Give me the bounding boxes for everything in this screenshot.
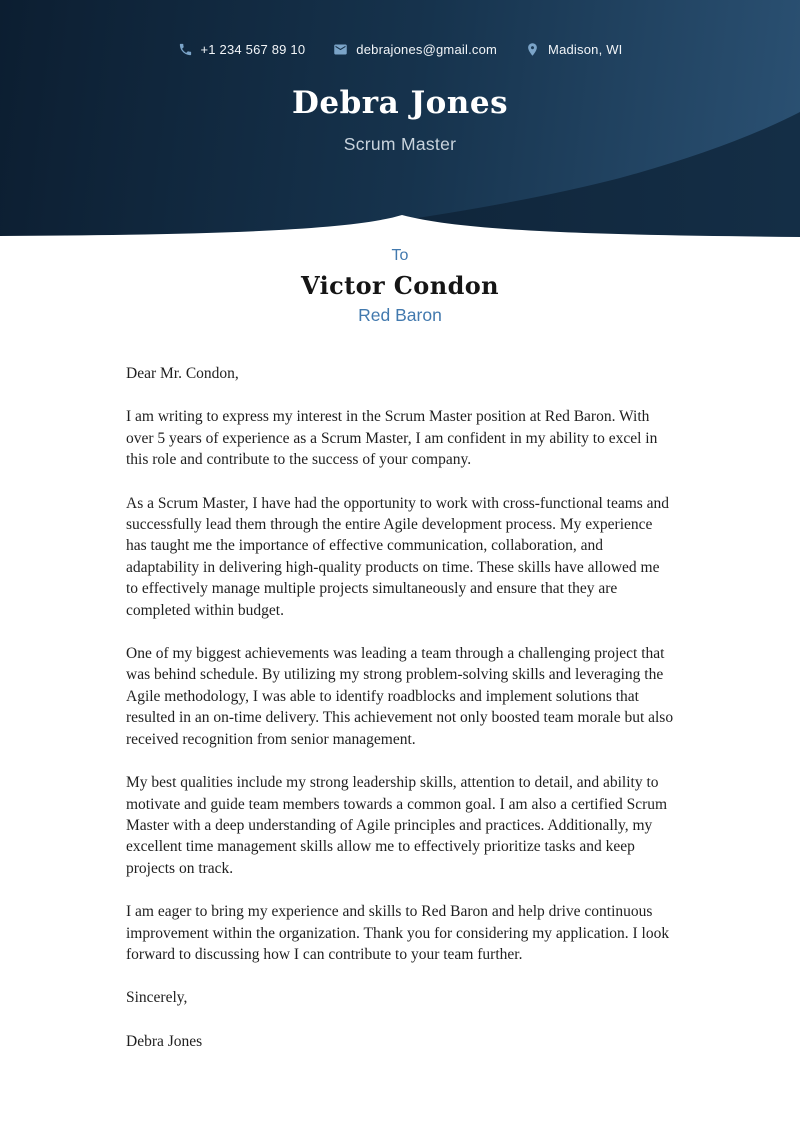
phone-icon — [178, 42, 193, 57]
contact-bar — [0, 0, 800, 57]
header-content — [0, 0, 800, 155]
recipient-name: Victor Condon — [300, 271, 500, 300]
letter-paragraph: I am eager to bring my experience and skills to Red Baron and help drive continuous improvement within the organization. Thank you for considering my application. I look forward to discussing how I can contribute to your team further. — [126, 903, 670, 963]
letter-paragraph: One of my biggest achievements was leading a team through a challenging project that was behind schedule. By utilizing my strong problem-solving skills and leveraging the Agile methodology, I was able to identify roadblocks and implement solutions that resulted in an on-time delivery. This achievement not only boosted team morale but also received recognition from senior management. — [126, 645, 674, 748]
letter-body — [126, 363, 674, 1052]
letter-paragraph: My best qualities include my strong leadership skills, attention to detail, and ability to motivate and guide team members towards a common goal. I am also a certified Scrum Master with a deep understanding of Agile principles and practices. Additionally, my excellent time management skills allow me to effectively prioritize tasks and keep projects on track. — [126, 774, 668, 877]
location-icon — [525, 42, 540, 57]
letter-greeting: Dear Mr. Condon, — [126, 365, 239, 382]
recipient-block — [0, 247, 800, 326]
letter-paragraph: As a Scrum Master, I have had the opportunity to work with cross-functional teams and successfully lead them through the entire Agile development process. My experience has taught me the importance of effective communication, collaboration, and adaptability in delivering high-quality products on time. These skills have allowed me to effectively manage multiple projects simultaneously and ensure that they are completed within budget. — [126, 494, 670, 619]
letter-signature: Debra Jones — [126, 1032, 203, 1050]
contact-phone-text: +1 234 567 89 10 — [200, 42, 306, 57]
letter-main — [0, 247, 800, 1052]
contact-item-location — [525, 42, 622, 57]
header — [0, 0, 800, 240]
recipient-to-label: To — [391, 247, 409, 264]
contact-location-text: Madison, WI — [548, 42, 623, 57]
letter-closing: Sincerely, — [126, 989, 188, 1007]
contact-email-text: debrajones@gmail.com — [356, 42, 498, 57]
email-icon — [333, 42, 348, 57]
contact-item-email — [333, 42, 497, 57]
letter-paragraph: I am writing to express my interest in the Scrum Master position at Red Baron. With over 5 years of experience as a Scrum Master, I am confident in my ability to excel in this role and contribute to the success of your company. — [126, 408, 658, 469]
contact-item-phone — [178, 42, 306, 57]
recipient-company: Red Baron — [358, 305, 442, 325]
job-title: Scrum Master — [343, 134, 457, 154]
person-name-heading: Debra Jones — [291, 85, 509, 121]
